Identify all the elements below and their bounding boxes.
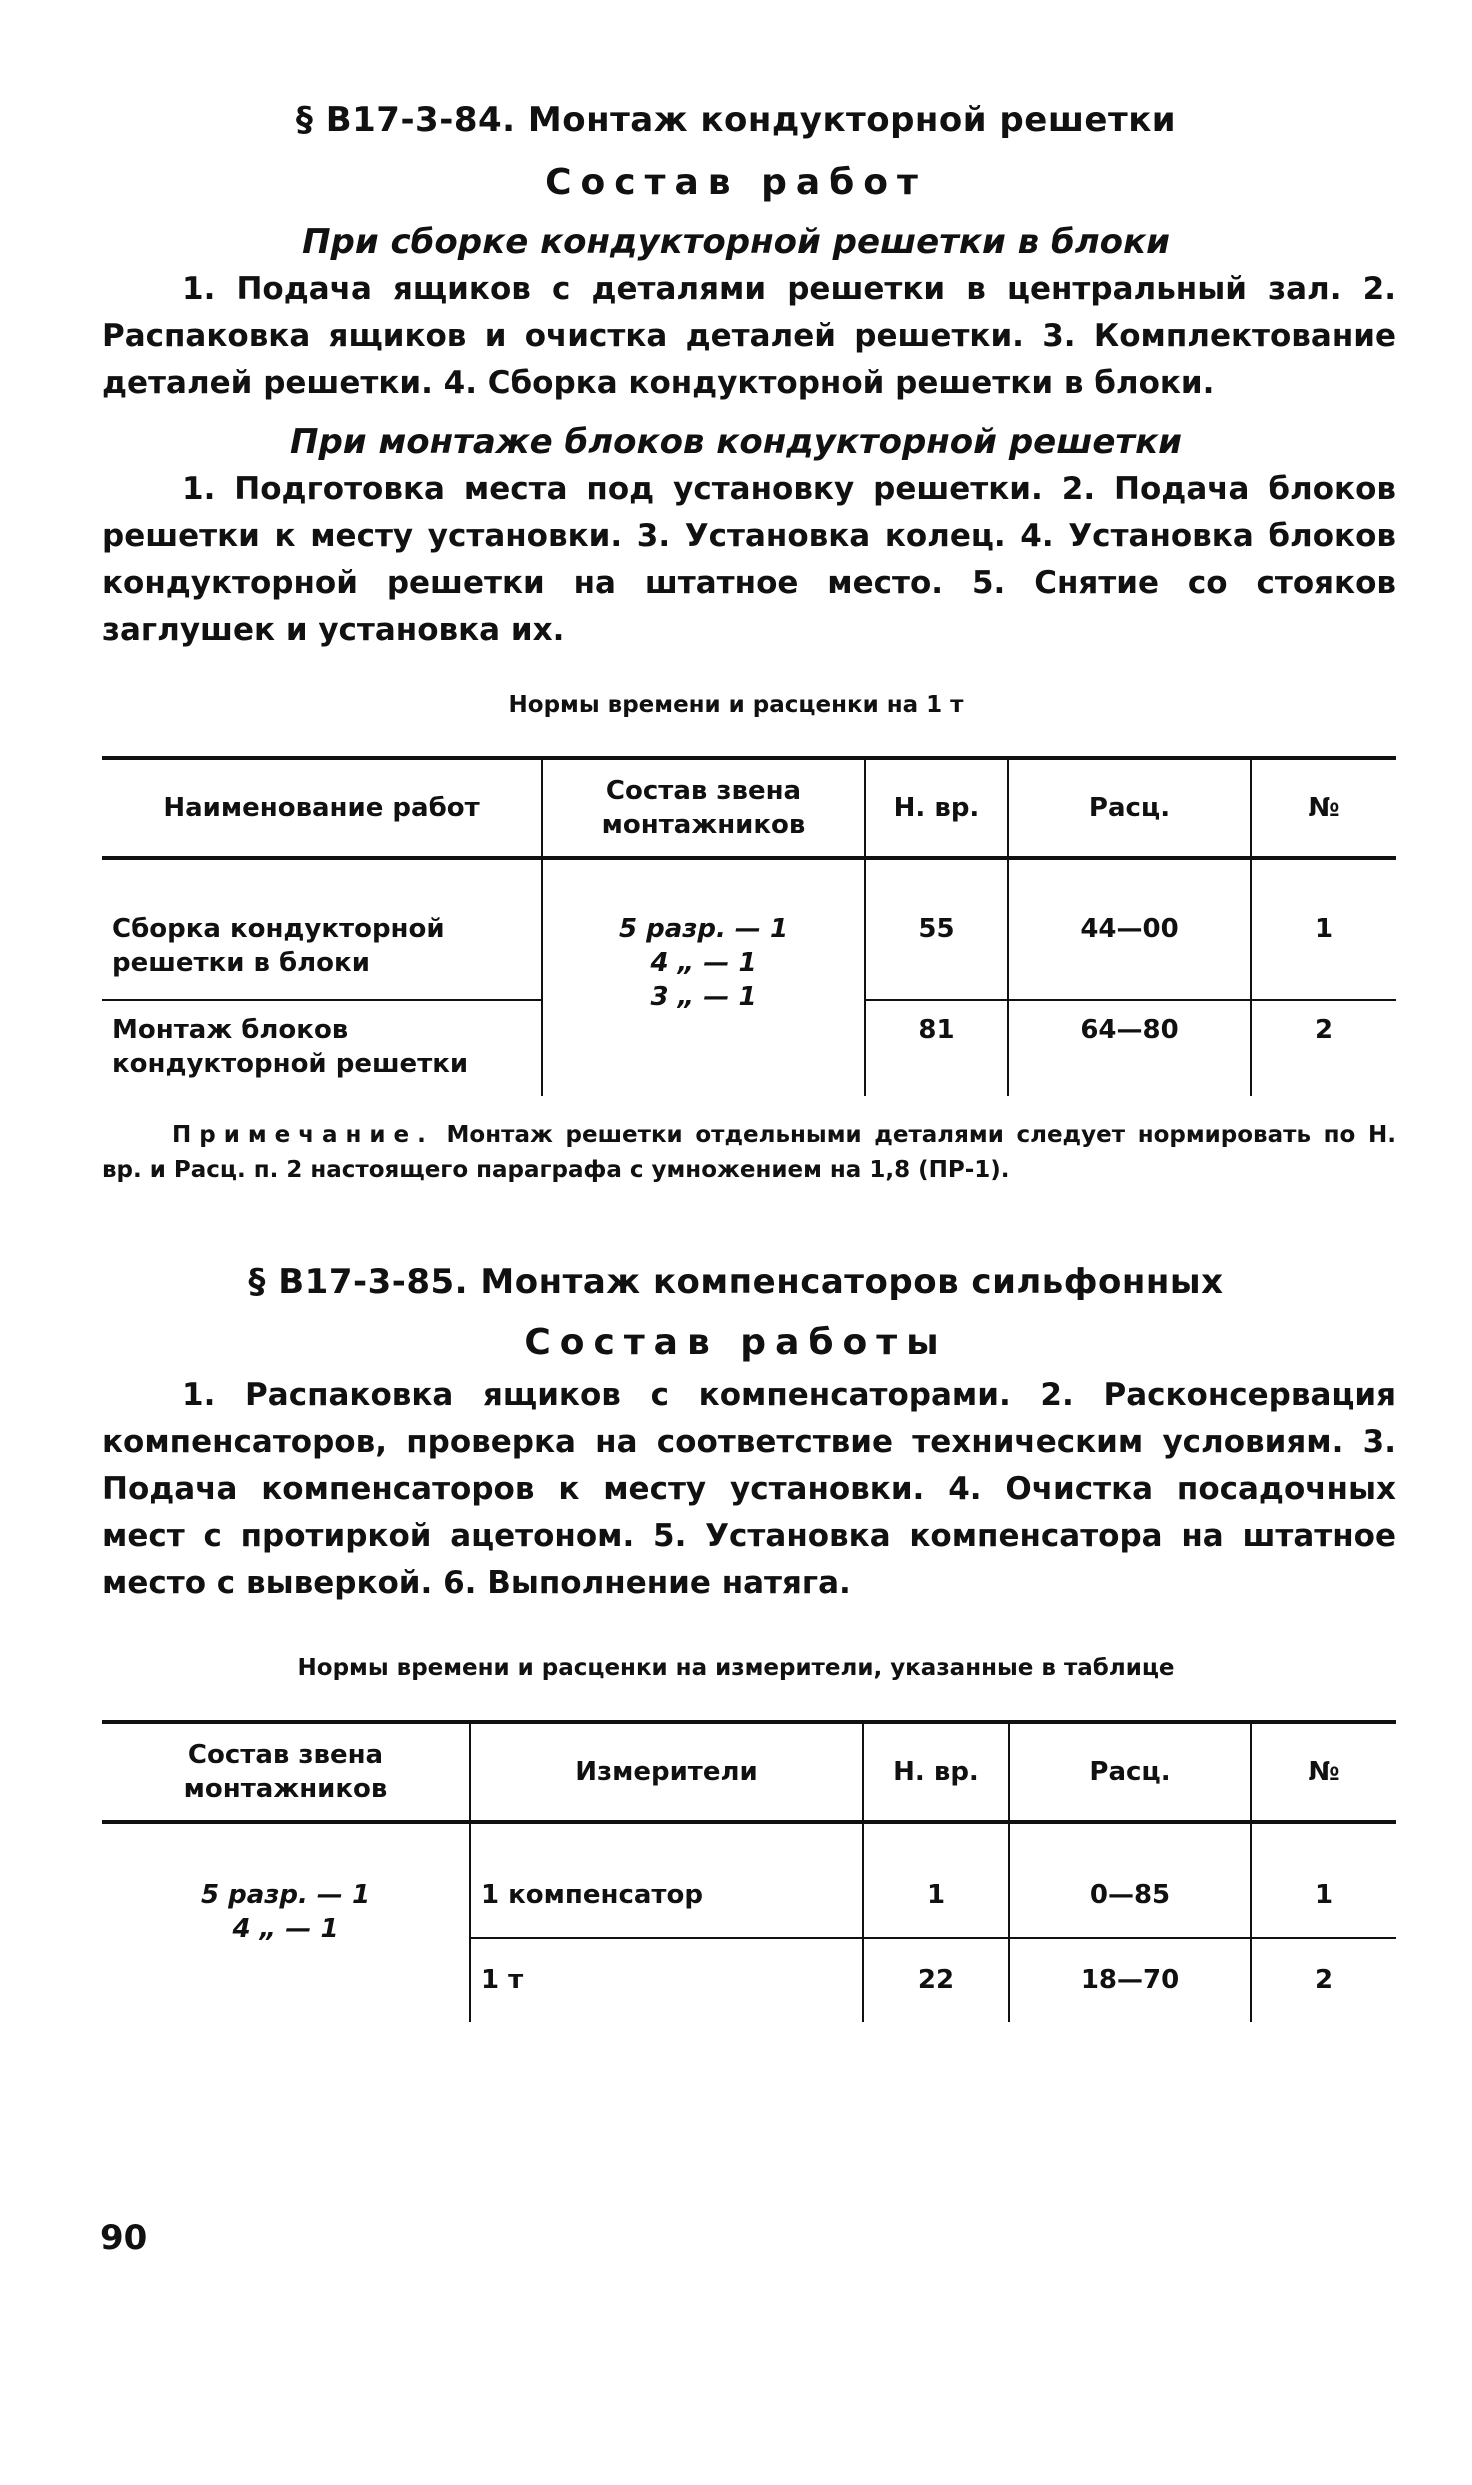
norm-cell: 81 [865,1000,1008,1096]
meter-cell: 1 т [470,1938,863,2022]
norms-table [102,756,1396,1096]
norm-cell: 55 [865,858,1008,1000]
column-header: Измерители [470,1722,863,1822]
work-name-cell: Сборка кондукторной решетки в блоки [112,914,445,978]
rate-cell: 0—85 [1009,1822,1251,1938]
work-steps-paragraph: 1. Распаковка ящиков с компенсаторами. 2. Расконсервация компенсаторов, проверка на соответствие техническим условиям. 3. Подача компенсаторов к месту установки. 4. Очистка посадочных мест с протиркой ацетоном. 5. Установка компенсатора на штатное место с выверкой. 6. Выполнение натяга. [102,1377,1396,1601]
subsection-title: При сборке кондукторной решетки в блоки [302,222,1170,262]
table-header-row [102,758,1396,858]
subsection-title: При монтаже блоков кондукторной решетки [290,422,1182,462]
rate-cell: 18—70 [1009,1938,1251,2022]
crew-line: 5 разр. — 1 [200,1880,371,1910]
table-note [102,1118,1396,1188]
column-header: Наименование работ [102,758,542,858]
composition-title: Состав работ [545,162,927,203]
column-header: № [1251,1722,1396,1822]
norms-table [102,1720,1396,2022]
table-caption: Нормы времени и расценки на 1 т [508,692,964,718]
number-cell: 1 [1251,858,1396,1000]
note-text: Монтаж решетки отдельными деталями следует нормировать по Н. вр. и Расц. п. 2 настоящего параграфа с умножением на 1,8 (ПР-1). [102,1122,1396,1183]
crew-line: 4 „ — 1 [232,1914,339,1944]
column-header: Расц. [1008,758,1251,858]
work-name-cell: Монтаж блоков кондукторной решетки [102,1000,542,1096]
column-header: Состав звена монтажников [542,758,865,858]
crew-line: 4 „ — 1 [650,948,757,978]
column-header: № [1251,758,1396,858]
number-cell: 1 [1251,1822,1396,1938]
work-steps-paragraph: 1. Подготовка места под установку решетки. 2. Подача блоков решетки к месту установки. 3. Установка колец. 4. Установка блоков кондукторной решетки на штатное место. 5. Снятие со стояков заглушек и установка их. [102,471,1396,648]
work-steps-paragraph: 1. Подача ящиков с деталями решетки в центральный зал. 2. Распаковка ящиков и очистка деталей решетки. 3. Комплектование деталей решетки. 4. Сборка кондукторной решетки в блоки. [102,271,1396,401]
meter-cell: 1 компенсатор [470,1822,863,1938]
table-row [102,858,1396,1000]
number-cell: 2 [1251,1000,1396,1096]
norm-cell: 1 [863,1822,1009,1938]
norm-cell: 22 [863,1938,1009,2022]
table-header-row [102,1722,1396,1822]
column-header: Н. вр. [865,758,1008,858]
table-caption: Нормы времени и расценки на измерители, указанные в таблице [297,1655,1175,1681]
column-header: Состав звена монтажников [102,1722,470,1822]
crew-line: 3 „ — 1 [650,982,757,1012]
section-title: § В17-3-85. Монтаж компенсаторов сильфонных [248,1262,1224,1302]
page-number: 90 [100,2218,148,2258]
rate-cell: 44—00 [1008,858,1251,1000]
section-title: § В17-3-84. Монтаж кондукторной решетки [295,100,1177,140]
number-cell: 2 [1251,1938,1396,2022]
column-header: Расц. [1009,1722,1251,1822]
note-label: Примечание. [172,1122,434,1148]
crew-line: 5 разр. — 1 [618,914,789,944]
composition-title: Состав работы [524,1322,948,1363]
crew-cell [542,858,865,1096]
rate-cell: 64—80 [1008,1000,1251,1096]
table-row [102,1822,1396,1938]
crew-cell [102,1822,470,2022]
column-header: Н. вр. [863,1722,1009,1822]
